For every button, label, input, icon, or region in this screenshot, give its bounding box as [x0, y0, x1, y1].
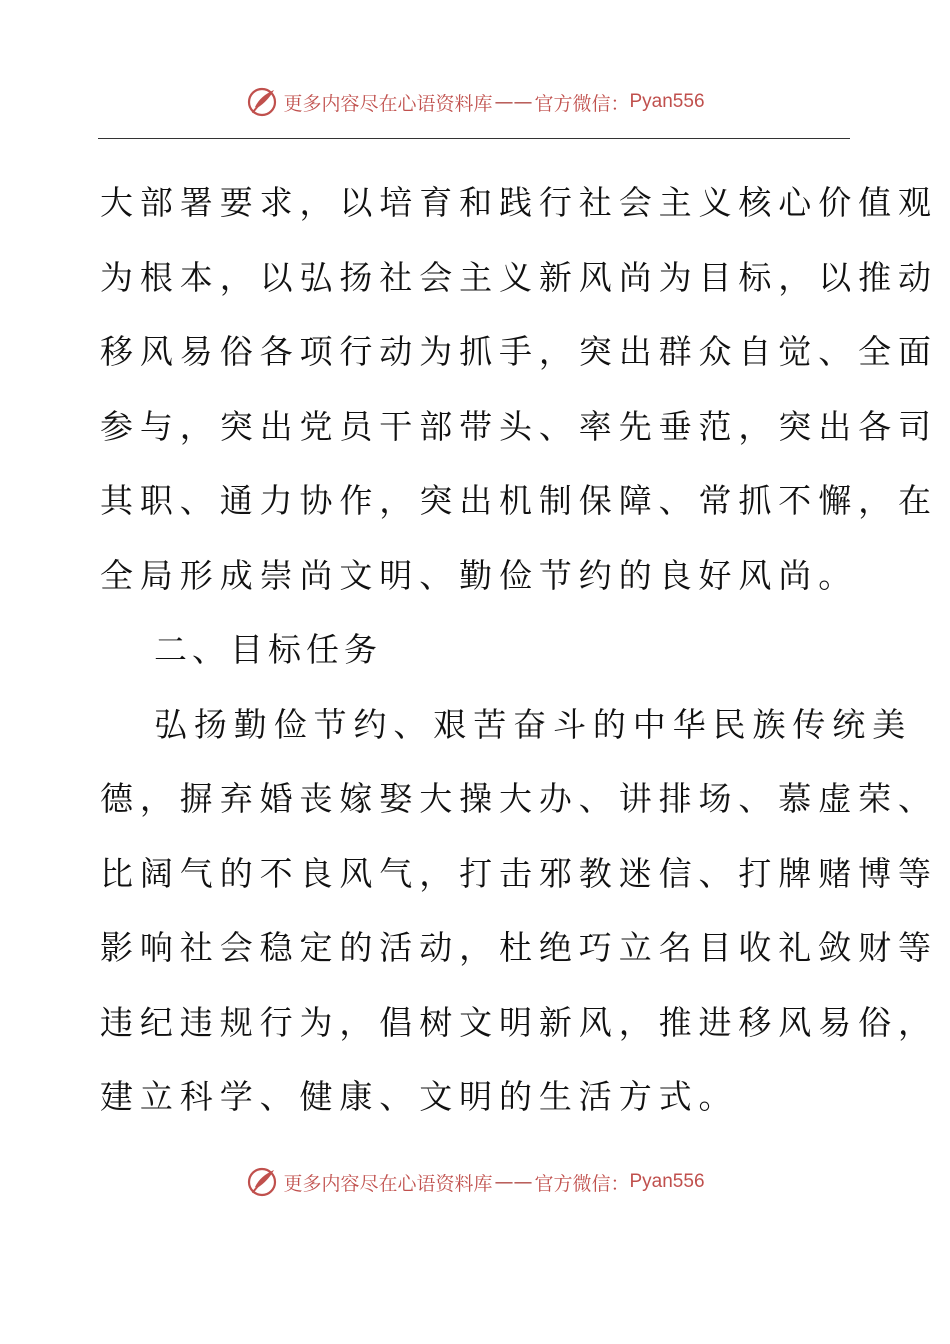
text-line: 建立科学、健康、文明的生活方式。 [100, 1077, 739, 1116]
text-line: 移风易俗各项行动为抓手，突出群众自觉、全面 [100, 332, 938, 371]
section-heading: 二、目标任务 [154, 630, 382, 669]
banner-contact-label: 官方微信： [534, 92, 630, 115]
text-line: 大部署要求，以培育和践行社会主义核心价值观 [100, 183, 938, 222]
text-line: 影响社会稳定的活动，杜绝巧立名目收礼敛财等 [100, 928, 938, 967]
banner-separator: —— [494, 91, 533, 113]
quill-logo-icon [245, 85, 279, 119]
text-line: 比阔气的不良风气，打击邪教迷信、打牌赌博等 [100, 853, 938, 893]
banner-separator: —— [494, 1171, 533, 1193]
text-line: 违纪违规行为，倡树文明新风，推进移风易俗， [100, 1002, 938, 1042]
banner-site-text: 更多内容尽在心语资料库 [283, 92, 493, 115]
header-divider [98, 138, 850, 139]
quill-logo-icon [245, 1165, 279, 1199]
paragraph-1 [100, 166, 938, 613]
banner-contact-label: 官方微信： [534, 1172, 630, 1195]
text-line: 德，摒弃婚丧嫁娶大操大办、讲排场、慕虚荣、 [100, 779, 938, 818]
banner-site-text: 更多内容尽在心语资料库 [283, 1172, 493, 1195]
text-line: 参与，突出党员干部带头、率先垂范，突出各司 [100, 406, 938, 446]
banner-account: Pyan556 [629, 91, 705, 112]
text-line: 全局形成崇尚文明、勤俭节约的良好风尚。 [100, 555, 859, 595]
text-line: 弘扬勤俭节约、艰苦奋斗的中华民族传统美 [154, 704, 913, 744]
footer-banner [0, 1162, 950, 1202]
banner-account: Pyan556 [629, 1171, 705, 1192]
text-line: 其职、通力协作，突出机制保障、常抓不懈，在 [100, 481, 938, 520]
paragraph-2 [100, 688, 938, 1135]
text-line: 为根本，以弘扬社会主义新风尚为目标，以推动 [100, 257, 938, 297]
header-banner [0, 82, 950, 122]
document-body [100, 166, 938, 1135]
